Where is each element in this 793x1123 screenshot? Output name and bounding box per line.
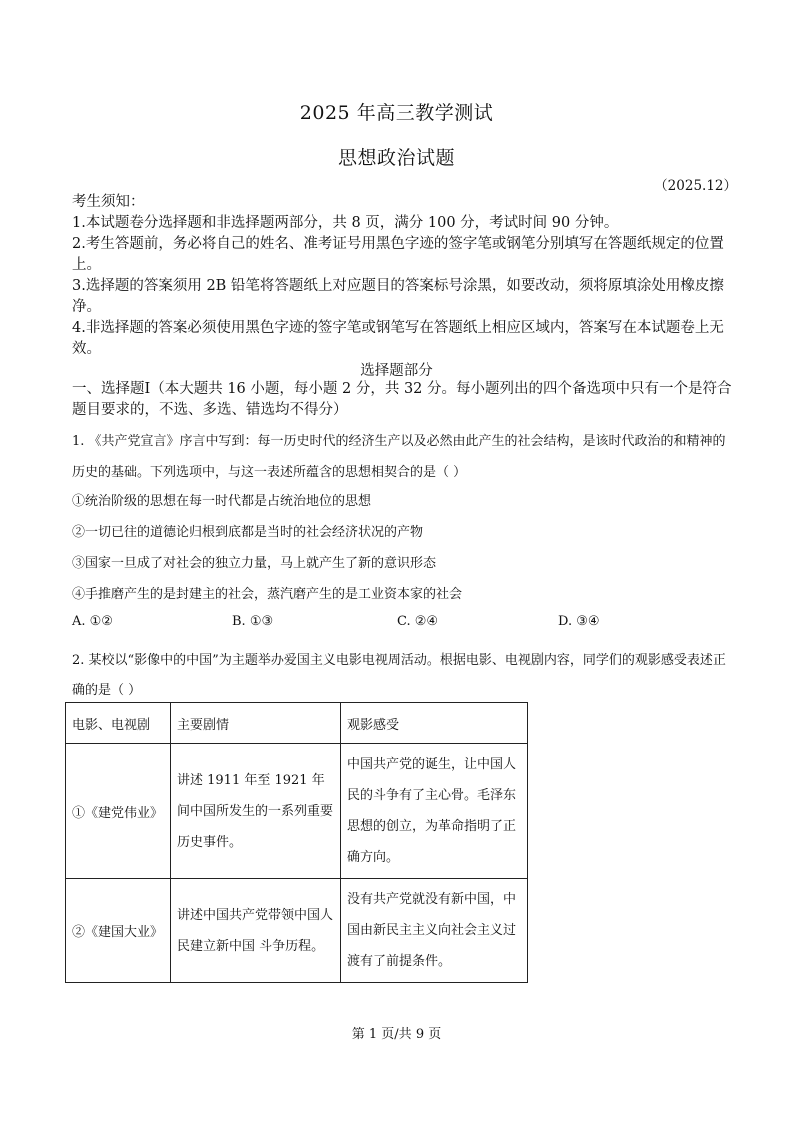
part-heading: 一、选择题Ⅰ（本大题共 16 小题，每小题 2 分，共 32 分。每小题列出的四个备选项中只有一个是符合题目要求的，不选、多选、错选均不得分） [72, 381, 732, 418]
question-1-statement: ④手推磨产生的是封建主的社会，蒸汽磨产生的是工业资本家的社会 [72, 587, 463, 602]
candidate-notice [72, 192, 728, 360]
table-header-cell: 主要剧情 [171, 703, 341, 744]
table-cell-plot: 讲述 1911 年至 1921 年间中国所发生的一系列重要历史事件。 [171, 744, 341, 879]
notice-item: 4.非选择题的答案必须使用黑色字迹的签字笔或钢笔写在答题纸上相应区域内，答案写在本试题卷上无效。 [72, 320, 724, 357]
choice-b: B. ①③ [232, 614, 274, 629]
question-2-stem: 2. 某校以“影像中的中国”为主题举办爱国主义电影电视周活动。根据电影、电视剧内容，同学们的观影感受表述正确的是（ ） [72, 653, 726, 698]
table-cell-feeling: 中国共产党的诞生，让中国人民的斗争有了主心骨。毛泽东思想的创立，为革命指明了正确方向。 [341, 744, 528, 879]
exam-subtitle: 思想政治试题 [337, 147, 455, 169]
question-1-choices [72, 614, 732, 634]
choice-c: C. ②④ [397, 614, 439, 629]
question-1-statement: ③国家一旦成了对社会的独立力量，马上就产生了新的意识形态 [72, 556, 437, 571]
table-cell-plot: 讲述中国共产党带领中国人民建立新中国 斗争历程。 [171, 879, 341, 983]
choice-a: A. ①② [72, 614, 113, 629]
question-1-stem: 1. 《共产党宣言》序言中写到：每一历史时代的经济生产以及必然由此产生的社会结构，是该时代政治的和精神的历史的基础。下列选项中，与这一表述所蕴含的思想相契合的是（ ） [72, 434, 726, 480]
notice-item: 3.选择题的答案须用 2B 铅笔将答题纸上对应题目的答案标号涂黑，如要改动，须将原填涂处用橡皮擦净。 [72, 278, 724, 315]
table-cell-feeling: 没有共产党就没有新中国，中国由新民主主义向社会主义过渡有了前提条件。 [341, 879, 528, 983]
table-row [66, 879, 528, 983]
table-cell-title: ①《建党伟业》 [66, 744, 171, 879]
question-1-statement: ①统治阶级的思想在每一时代都是占统治地位的思想 [72, 494, 372, 509]
section-title: 选择题部分 [360, 363, 433, 379]
table-cell-title: ②《建国大业》 [66, 879, 171, 983]
page-number: 第 1 页/共 9 页 [351, 1027, 442, 1042]
table-row [66, 744, 528, 879]
exam-title: 2025 年高三教学测试 [299, 102, 494, 124]
table-header-cell: 观影感受 [341, 703, 528, 744]
table-header-cell: 电影、电视剧 [66, 703, 171, 744]
choice-d: D. ③④ [558, 614, 600, 629]
notice-item: 2.考生答题前，务必将自己的姓名、准考证号用黑色字迹的签字笔或钢笔分别填写在答题纸规定的位置上。 [72, 236, 724, 273]
film-table [65, 702, 528, 983]
notice-item: 1.本试题卷分选择题和非选择题两部分，共 8 页，满分 100 分，考试时间 90 分钟。 [72, 215, 619, 231]
table-header-row [66, 703, 528, 744]
notice-heading: 考生须知： [72, 194, 145, 210]
question-1-statement: ②一切已往的道德论归根到底都是当时的社会经济状况的产物 [72, 525, 424, 540]
exam-date: （2025.12） [654, 178, 737, 194]
